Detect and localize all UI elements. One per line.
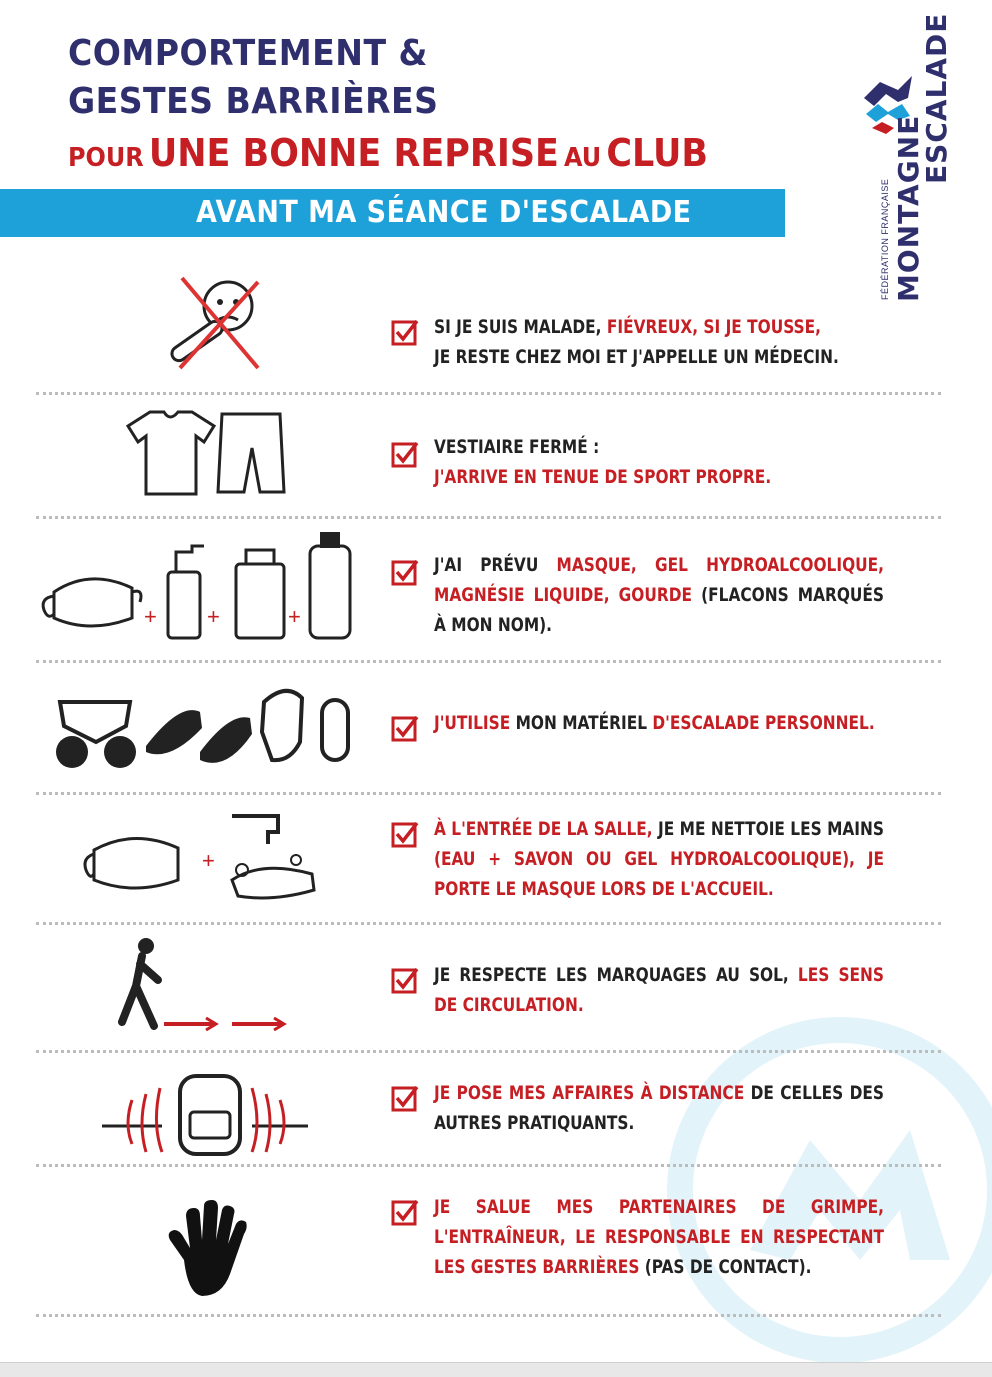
checkbox-checked-icon	[391, 1198, 419, 1226]
rule-text-5	[434, 814, 884, 904]
rule-text-segment: SI JE SUIS MALADE,	[434, 316, 607, 338]
checkbox-checked-icon	[391, 1084, 419, 1112]
checkbox-checked-icon	[391, 558, 419, 586]
checkbox-checked-icon	[391, 440, 419, 468]
rule-text-segment: JE RESTE CHEZ MOI ET J'APPELLE UN MÉDECIN.	[434, 346, 839, 368]
sick-person-crossed-icon	[160, 268, 270, 386]
rule-text-highlight: (EAU + SAVON OU GEL HYDROALCOOLIQUE), JE PORTE LE MASQUE LORS DE L'ACCUEIL.	[434, 848, 884, 900]
rule-text-highlight: D'ESCALADE PERSONNEL.	[652, 712, 875, 734]
banner-text: AVANT MA SÉANCE D'ESCALADE	[196, 195, 692, 230]
svg-text:+: +	[207, 604, 220, 629]
rule-text-segment: JE RESPECTE LES MARQUAGES AU SOL,	[434, 964, 798, 986]
mask-gel-bottles-icon	[40, 528, 360, 642]
tshirt-shorts-icon	[124, 408, 286, 498]
logo-montagne: MONTAGNE	[892, 114, 925, 302]
divider	[36, 922, 941, 925]
backpack-distance-icon	[102, 1064, 312, 1160]
rule-text-segment: VESTIAIRE FERMÉ :	[434, 436, 600, 458]
rule-text-highlight: FIÉVREUX, SI JE TOUSSE,	[606, 316, 821, 338]
section-banner	[0, 189, 785, 237]
svg-text:+: +	[288, 604, 301, 629]
rule-text-highlight: J'UTILISE	[434, 712, 516, 734]
title-line-1: COMPORTEMENT &	[68, 33, 428, 74]
divider	[36, 660, 941, 663]
plus-sign: +	[144, 604, 157, 629]
checkbox-checked-icon	[391, 820, 419, 848]
checkbox-checked-icon	[391, 714, 419, 742]
walking-arrows-icon	[114, 936, 290, 1034]
rule-text-segment: (PAS DE CONTACT).	[644, 1256, 812, 1278]
divider	[36, 1050, 941, 1053]
svg-text:+: +	[202, 848, 215, 873]
rule-text-highlight: JE SALUE MES PARTENAIRES DE GRIMPE, L'ENTRAÎNEUR, LE RESPONSABLE EN RESPECTANT LES GESTES BARRIÈRES	[434, 1196, 884, 1278]
rule-text-segment: J'AI PRÉVU	[434, 554, 557, 576]
title-line-3: POUR UNE BONNE REPRISE AU CLUB	[68, 131, 709, 175]
divider	[36, 392, 941, 395]
checkbox-checked-icon	[391, 966, 419, 994]
mask-handwash-icon	[82, 810, 318, 904]
rule-text-segment: JE ME NETTOIE LES MAINS	[658, 818, 884, 840]
rule-text-highlight: LES SENS DE CIRCULATION.	[434, 964, 885, 1016]
divider	[36, 516, 941, 519]
rule-text-highlight: MASQUE, GEL HYDROALCOOLIQUE, MAGNÉSIE LIQUIDE, GOURDE	[434, 554, 884, 606]
rule-text-4	[434, 708, 884, 738]
rule-text-3	[434, 550, 884, 640]
rule-text-7	[434, 1078, 884, 1138]
rule-text-1	[434, 312, 884, 372]
rule-text-8	[434, 1192, 884, 1282]
window-bottom-bar	[0, 1362, 992, 1377]
logo-escalade: ESCALADE	[920, 12, 953, 184]
rule-text-highlight: JE POSE MES AFFAIRES À DISTANCE	[434, 1082, 751, 1104]
climbing-gear-icon	[50, 682, 360, 778]
divider	[36, 1314, 941, 1317]
rule-text-highlight: J'ARRIVE EN TENUE DE SPORT PROPRE.	[434, 466, 772, 488]
rule-text-segment: (FLACONS MARQUÉS À MON NOM).	[434, 584, 884, 636]
divider	[36, 792, 941, 795]
checkbox-checked-icon	[391, 318, 419, 346]
stop-hand-icon	[164, 1200, 248, 1300]
rule-text-segment: DE CELLES DES AUTRES PRATIQUANTS.	[434, 1082, 885, 1134]
logo-federation: FÉDÉRATION FRANÇAISE	[880, 178, 890, 300]
rule-text-6	[434, 960, 884, 1020]
rule-text-segment: MON MATÉRIEL	[515, 712, 653, 734]
rule-text-2	[434, 432, 884, 492]
page-title	[68, 30, 764, 188]
rule-text-highlight: À L'ENTRÉE DE LA SALLE,	[434, 818, 659, 840]
title-line-2: GESTES BARRIÈRES	[68, 81, 439, 122]
divider	[36, 1164, 941, 1167]
